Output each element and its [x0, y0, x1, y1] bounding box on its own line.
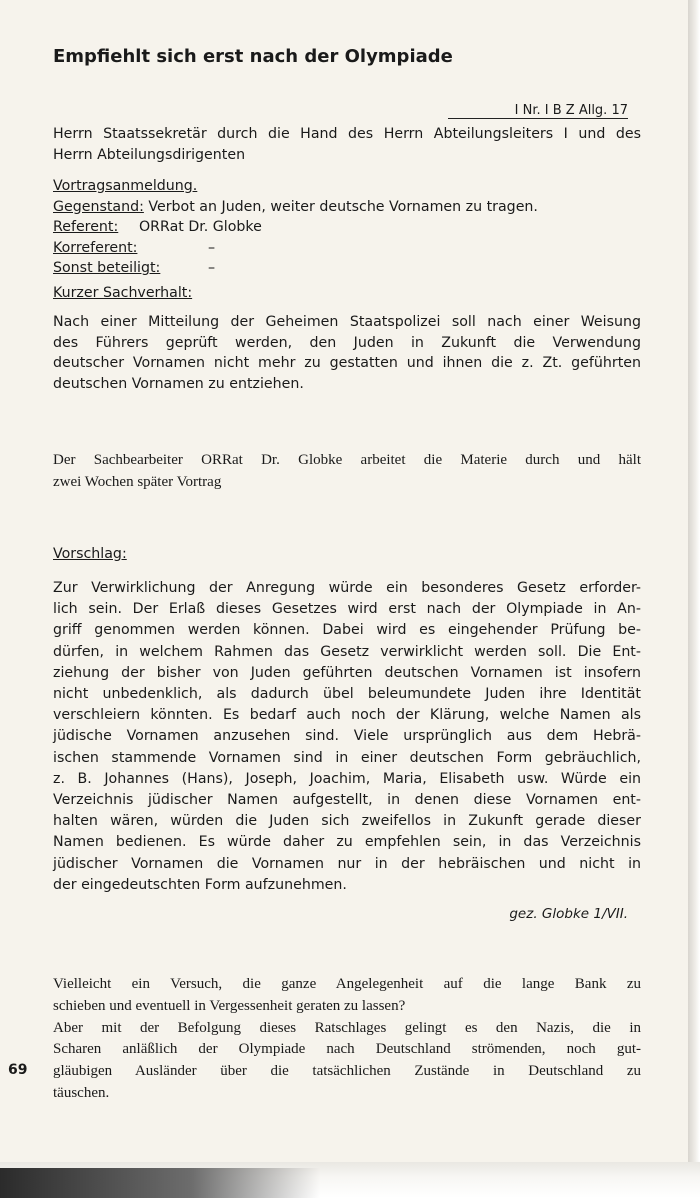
referent-label: Referent: — [53, 219, 119, 235]
vorschlag-line: Zur Verwirklichung der Anregung würde ein besonderes Gesetz erforder- — [53, 580, 641, 596]
scan-shadow — [0, 1168, 320, 1198]
vorschlag-line: halten wären, würden die Juden sich zweifellos in Zukunft gerade dieser — [53, 813, 641, 830]
sachverhalt-line: des Führers geprüft werden, den Juden in Zukunft die Verwendung — [53, 334, 641, 351]
vorschlag-line: der eingedeutschten Form aufzunehmen. — [53, 876, 347, 893]
sachverhalt-line: deutscher Vornamen nicht mehr zu gestatten und ihnen die z. Zt. geführten — [53, 355, 641, 371]
sonst-label: Sonst beteiligt: — [53, 260, 161, 276]
vorschlag-line: jüdischer Vornamen die Vornamen nur in der hebräischen und nicht in — [53, 855, 641, 872]
korreferent-label: Korreferent: — [53, 239, 138, 256]
vortrag-label: Vortragsanmeldung. — [53, 178, 198, 194]
sachverhalt-text — [53, 312, 641, 394]
page-title: Empfiehlt sich erst nach der Olympiade — [53, 46, 453, 67]
vorschlag-line: ziehung der bisher von Juden geführten deutschen Vornamen ist insofern — [53, 664, 641, 681]
vorschlag-label: Vorschlag: — [53, 546, 127, 562]
gegenstand-label: Gegenstand: — [53, 198, 144, 215]
page-number: 69 — [8, 1062, 28, 1078]
sachverhalt-line: Nach einer Mitteilung der Geheimen Staatspolizei soll nach einer Weisung — [53, 314, 641, 330]
vorschlag-line: lich sein. Der Erlaß dieses Gesetzes wird erst nach der Olympiade in An- — [53, 601, 641, 618]
commentary-line: Scharen anläßlich der Olympiade nach Deutschland strömenden, noch gut- — [53, 1041, 641, 1058]
file-reference: I Nr. I B Z Allg. 17 — [448, 103, 628, 119]
page-edge-right — [688, 0, 700, 1198]
vorschlag-line: ischen stammende Vornamen sind in einer deutschen Form gebräuchlich, — [53, 749, 641, 766]
commentary-1 — [53, 450, 641, 494]
vorschlag-line: z. B. Johannes (Hans), Joseph, Joachim, Maria, Elisabeth usw. Würde ein — [53, 770, 641, 787]
commentary-line: Der Sachbearbeiter ORRat Dr. Globke arbeitet die Materie durch und hält — [53, 452, 641, 468]
addressee-line: Herrn Staatssekretär durch die Hand des Herrn Abteilungsleiters I und des — [53, 126, 641, 142]
sachverhalt-label: Kurzer Sachverhalt: — [53, 284, 193, 301]
commentary-line: schieben und eventuell in Vergessenheit geraten zu lassen? — [53, 997, 406, 1014]
vorschlag-line: griff genommen werden können. Dabei wird es eingehender Prüfung be- — [53, 622, 641, 639]
gegenstand-row — [53, 197, 641, 218]
commentary-line: Vielleicht ein Versuch, die ganze Angelegenheit auf die lange Bank zu — [53, 976, 641, 992]
referent-value: ORRat Dr. Globke — [139, 219, 262, 235]
addressee-line: Herrn Abteilungsdirigenten — [53, 146, 246, 163]
sonst-row — [53, 258, 641, 279]
vorschlag-heading — [53, 544, 641, 565]
form-fields — [53, 176, 641, 303]
commentary-line: täuschen. — [53, 1084, 110, 1101]
vorschlag-line: verschleiern könnten. Es bedarf auch noch der Klärung, welche Namen als — [53, 707, 641, 724]
vorschlag-line: dürfen, in welchem Rahmen das Gesetz verwirklicht werden soll. Die Ent- — [53, 643, 641, 660]
korreferent-value: – — [208, 239, 216, 256]
commentary-line: gläubigen Ausländer über die tatsächlichen Zustände in Deutschland zu — [53, 1063, 641, 1080]
commentary-2 — [53, 974, 641, 1105]
vortrag-heading — [53, 176, 641, 197]
sachverhalt-line: deutschen Vornamen zu entziehen. — [53, 375, 304, 392]
addressee — [53, 124, 641, 165]
vorschlag-line: jüdische Vornamen anzusehen sind. Viele ursprünglich aus dem Hebrä- — [53, 728, 641, 745]
vorschlag-line: Verzeichnis jüdischer Namen aufgestellt, in denen diese Vornamen ent- — [53, 792, 641, 809]
vorschlag-line: Namen bedienen. Es würde daher zu empfehlen sein, in das Verzeichnis — [53, 834, 641, 851]
gegenstand-value: Verbot an Juden, weiter deutsche Vornamen zu tragen. — [143, 198, 538, 215]
sonst-value: – — [208, 260, 216, 276]
vorschlag-text — [53, 578, 641, 896]
vorschlag-line: nicht unbedenklich, als dadurch übel beleumundete Juden ihre Identität — [53, 686, 641, 703]
page-edge-bottom — [0, 1162, 700, 1198]
sachverhalt-heading — [53, 283, 641, 304]
commentary-line: Aber mit der Befolgung dieses Ratschlages gelingt es den Nazis, die in — [53, 1019, 641, 1036]
korreferent-row — [53, 238, 641, 259]
addressee-text — [53, 124, 641, 165]
referent-row — [53, 217, 641, 238]
commentary-line: zwei Wochen später Vortrag — [53, 473, 222, 490]
signature: gez. Globke 1/VII. — [509, 906, 628, 922]
